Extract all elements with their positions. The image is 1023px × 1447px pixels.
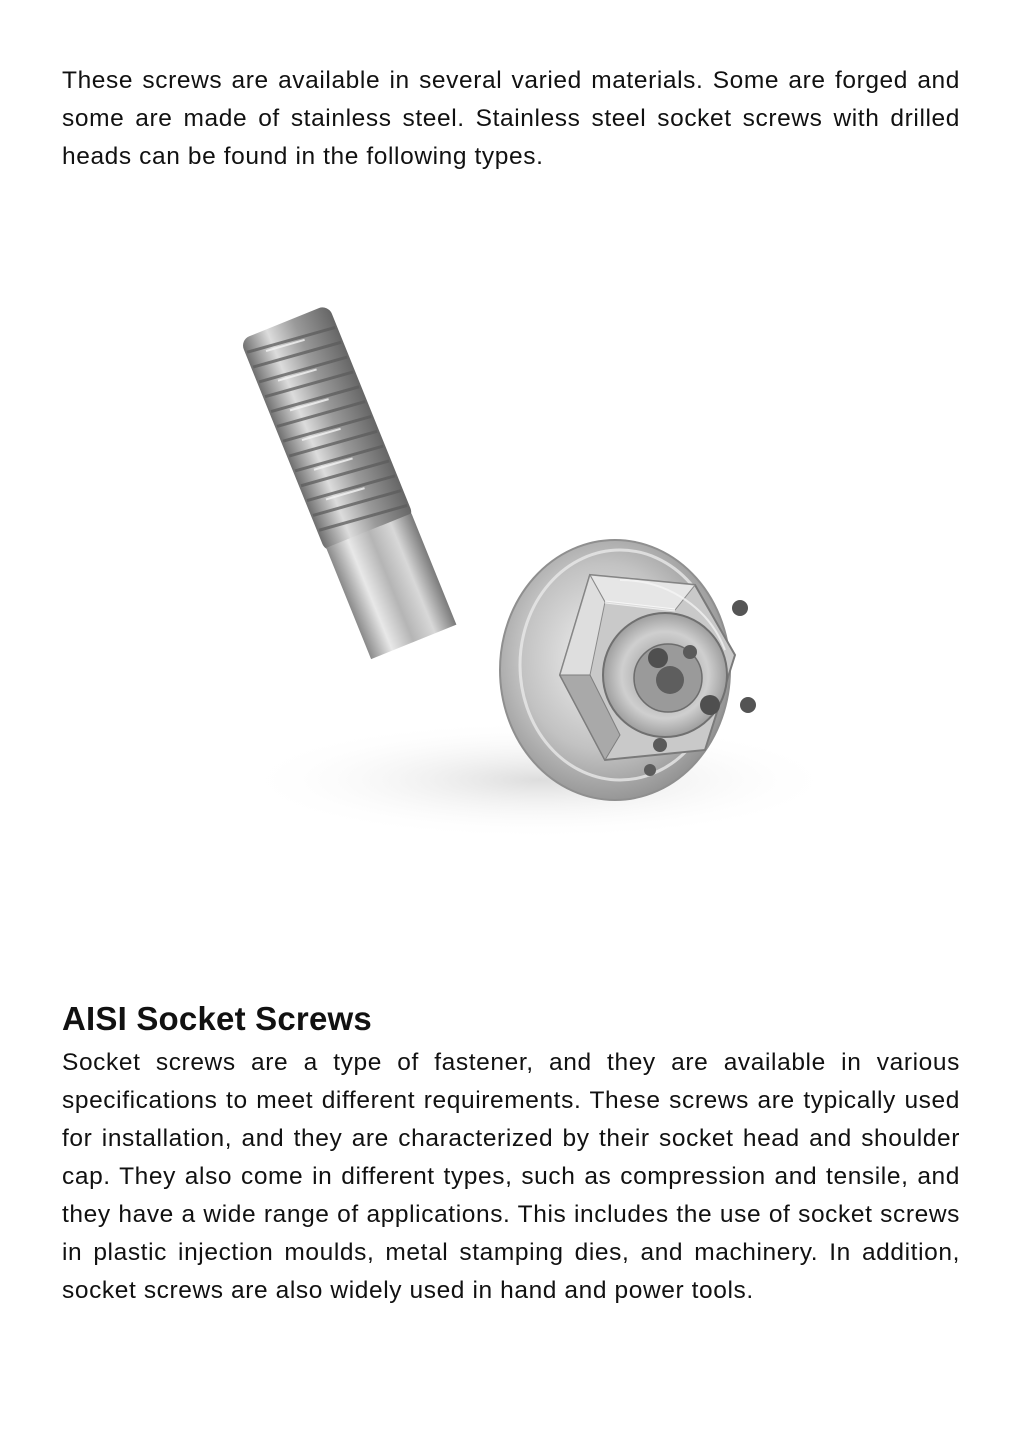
intro-paragraph: These screws are available in several varied materials. Some are forged and some are made of stainless steel. Stainless steel socket screws with drilled heads can be found in the following types.	[62, 67, 960, 170]
section-heading: AISI Socket Screws	[62, 1000, 372, 1037]
socket-screw-icon	[150, 280, 870, 900]
section-body-paragraph: Socket screws are a type of fastener, and they are available in various specifications to meet different requirements. These screws are typically used for installation, and they are characterized by their socket head and shoulder cap. They also come in different types, such as compression and tensile, and they have a wide range of applications. This includes the use of socket screws in plastic injection moulds, metal stamping dies, and machinery. In addition, socket screws are also widely used in hand and power tools.	[62, 1049, 960, 1304]
socket-screw-image	[150, 280, 870, 900]
